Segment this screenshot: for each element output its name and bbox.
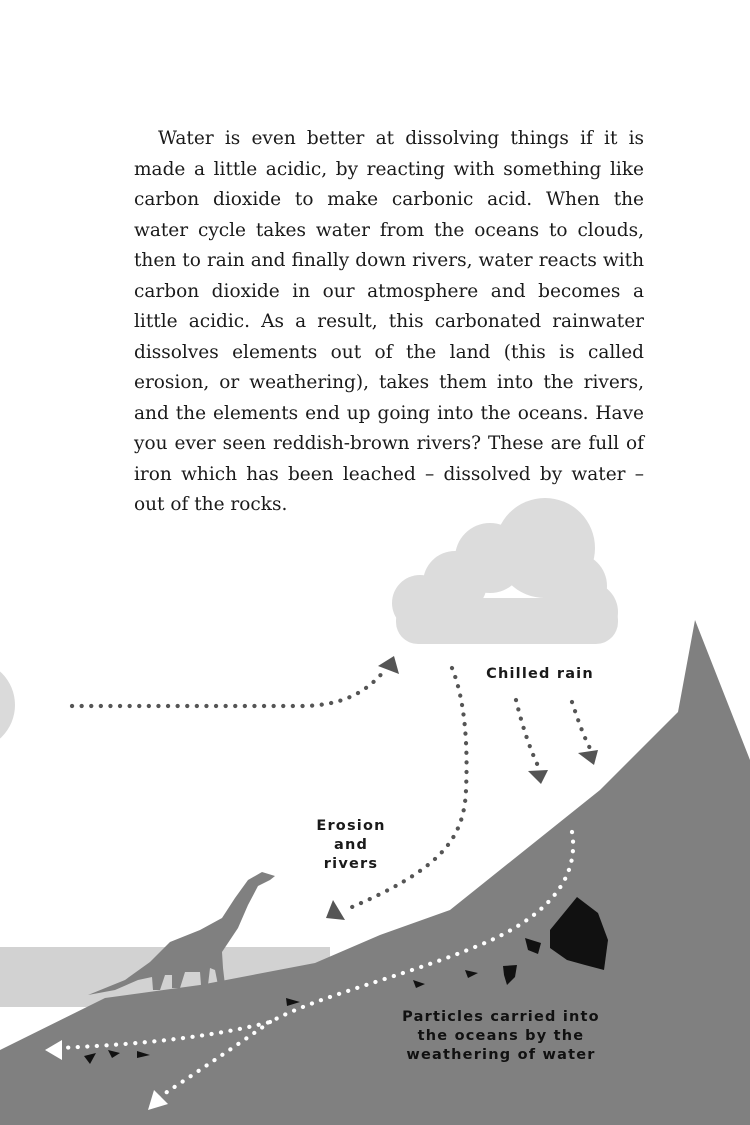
rain-arrow-3 — [572, 702, 592, 752]
mountain-icon — [0, 620, 750, 1125]
body-paragraph: Water is even better at dissolving things if it is made a little acidic, by reacting with something like carbon dioxide to make carbonic acid. When the water cycle takes water from the oceans to clouds, then to rain and finally down rivers, water reacts with carbon dioxide in our atmosphere and becomes a little acidic. As a result, this carbonated rainwater dissolves elements out of the land (this is called erosion, or weathering), takes them into the rivers, and the elements end up going into the oceans. Have you ever seen reddish-brown rivers? These are full of iron which has been leached – dissolved by water – out of the rocks. — [134, 128, 644, 515]
cloud-icon — [392, 498, 618, 644]
rain-arrow-2 — [516, 700, 540, 770]
sun-icon — [0, 660, 15, 750]
water-cycle-diagram — [0, 490, 750, 1125]
label-erosion-line3: rivers — [323, 856, 379, 872]
label-particles-line1: Particles carried into — [402, 1009, 600, 1025]
label-chilled-rain: Chilled rain — [486, 666, 594, 682]
label-erosion-line2: and — [333, 837, 369, 853]
label-erosion-line1: Erosion — [316, 818, 386, 834]
rain-arrow-1 — [345, 668, 467, 910]
evaporation-arrow — [72, 670, 385, 706]
label-particles-line2: the oceans by the — [417, 1028, 585, 1044]
label-particles-line3: weathering of water — [406, 1047, 596, 1063]
